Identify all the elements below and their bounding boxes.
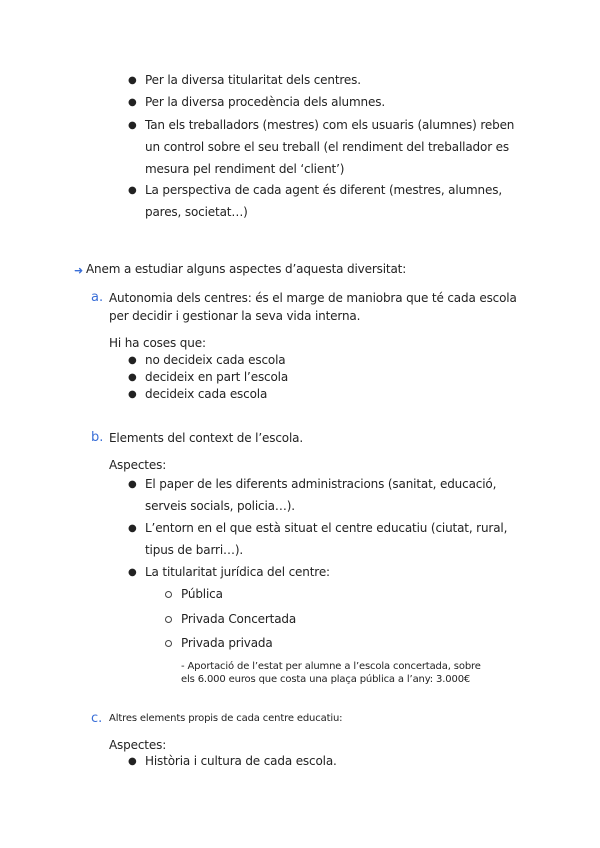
bullet-dot: ●	[128, 523, 137, 534]
top-bullet-2: Per la diversa procedència dels alumnes.	[145, 95, 385, 109]
bullet-dot: ●	[128, 97, 137, 108]
bullet-dot: ●	[128, 355, 137, 366]
section-c-sub-label: Aspectes:	[109, 738, 167, 752]
section-a-item-1: no decideix cada escola	[145, 353, 286, 367]
section-c-item-1: Història i cultura de cada escola.	[145, 754, 337, 768]
section-a-item-3: decideix cada escola	[145, 387, 268, 401]
section-b-text: Elements del context de l’escola.	[109, 431, 304, 445]
section-b-note-line-1: - Aportació de l’estat per alumne a l’escola concertada, sobre	[181, 661, 481, 672]
section-a-item-2: decideix en part l’escola	[145, 370, 289, 384]
section-c-text: Altres elements propis de cada centre educatiu:	[109, 713, 343, 724]
intro-text: Anem a estudiar alguns aspectes d’aquesta diversitat:	[86, 262, 407, 276]
section-b-item-2-line-2: tipus de barri…).	[145, 543, 244, 557]
section-b-item-2-line-1: L’entorn en el que està situat el centre educatiu (ciutat, rural,	[145, 521, 508, 535]
section-b-sub-label: Aspectes:	[109, 458, 167, 472]
section-b-subitem-1: Pública	[181, 587, 223, 601]
bullet-dot: ●	[128, 756, 137, 767]
section-a-sub-label: Hi ha coses que:	[109, 336, 206, 350]
bullet-dot: ●	[128, 389, 137, 400]
circle-bullet-icon	[165, 616, 172, 623]
section-c-marker: c.	[91, 711, 103, 726]
section-b-item-3: La titularitat jurídica del centre:	[145, 565, 330, 579]
section-b-marker: b.	[91, 430, 104, 445]
bullet-dot: ●	[128, 372, 137, 383]
bullet-dot: ●	[128, 120, 137, 131]
section-b-note-line-2: els 6.000 euros que costa una plaça pública a l’any: 3.000€	[181, 674, 471, 685]
top-bullet-3-line-1: Tan els treballadors (mestres) com els usuaris (alumnes) reben	[145, 118, 515, 132]
bullet-dot: ●	[128, 479, 137, 490]
section-b-subitem-3: Privada privada	[181, 636, 273, 650]
section-a-text-line-1: Autonomia dels centres: és el marge de maniobra que té cada escola	[109, 291, 517, 305]
section-b-item-1-line-2: serveis socials, policia…).	[145, 499, 295, 513]
arrow-icon: ➜	[74, 264, 84, 277]
section-a-marker: a.	[91, 290, 104, 305]
top-bullet-3-line-2: un control sobre el seu treball (el rendiment del treballador es	[145, 140, 509, 154]
section-a-text-line-2: per decidir i gestionar la seva vida interna.	[109, 309, 361, 323]
bullet-dot: ●	[128, 185, 137, 196]
circle-bullet-icon	[165, 640, 172, 647]
bullet-dot: ●	[128, 75, 137, 86]
top-bullet-3-line-3: mesura pel rendiment del ‘client’)	[145, 162, 345, 176]
top-bullet-4-line-2: pares, societat…)	[145, 205, 248, 219]
bullet-dot: ●	[128, 567, 137, 578]
section-b-item-1-line-1: El paper de les diferents administracions (sanitat, educació,	[145, 477, 497, 491]
top-bullet-1: Per la diversa titularitat dels centres.	[145, 73, 361, 87]
top-bullet-4-line-1: La perspectiva de cada agent és diferent (mestres, alumnes,	[145, 183, 502, 197]
section-b-subitem-2: Privada Concertada	[181, 612, 297, 626]
circle-bullet-icon	[165, 591, 172, 598]
